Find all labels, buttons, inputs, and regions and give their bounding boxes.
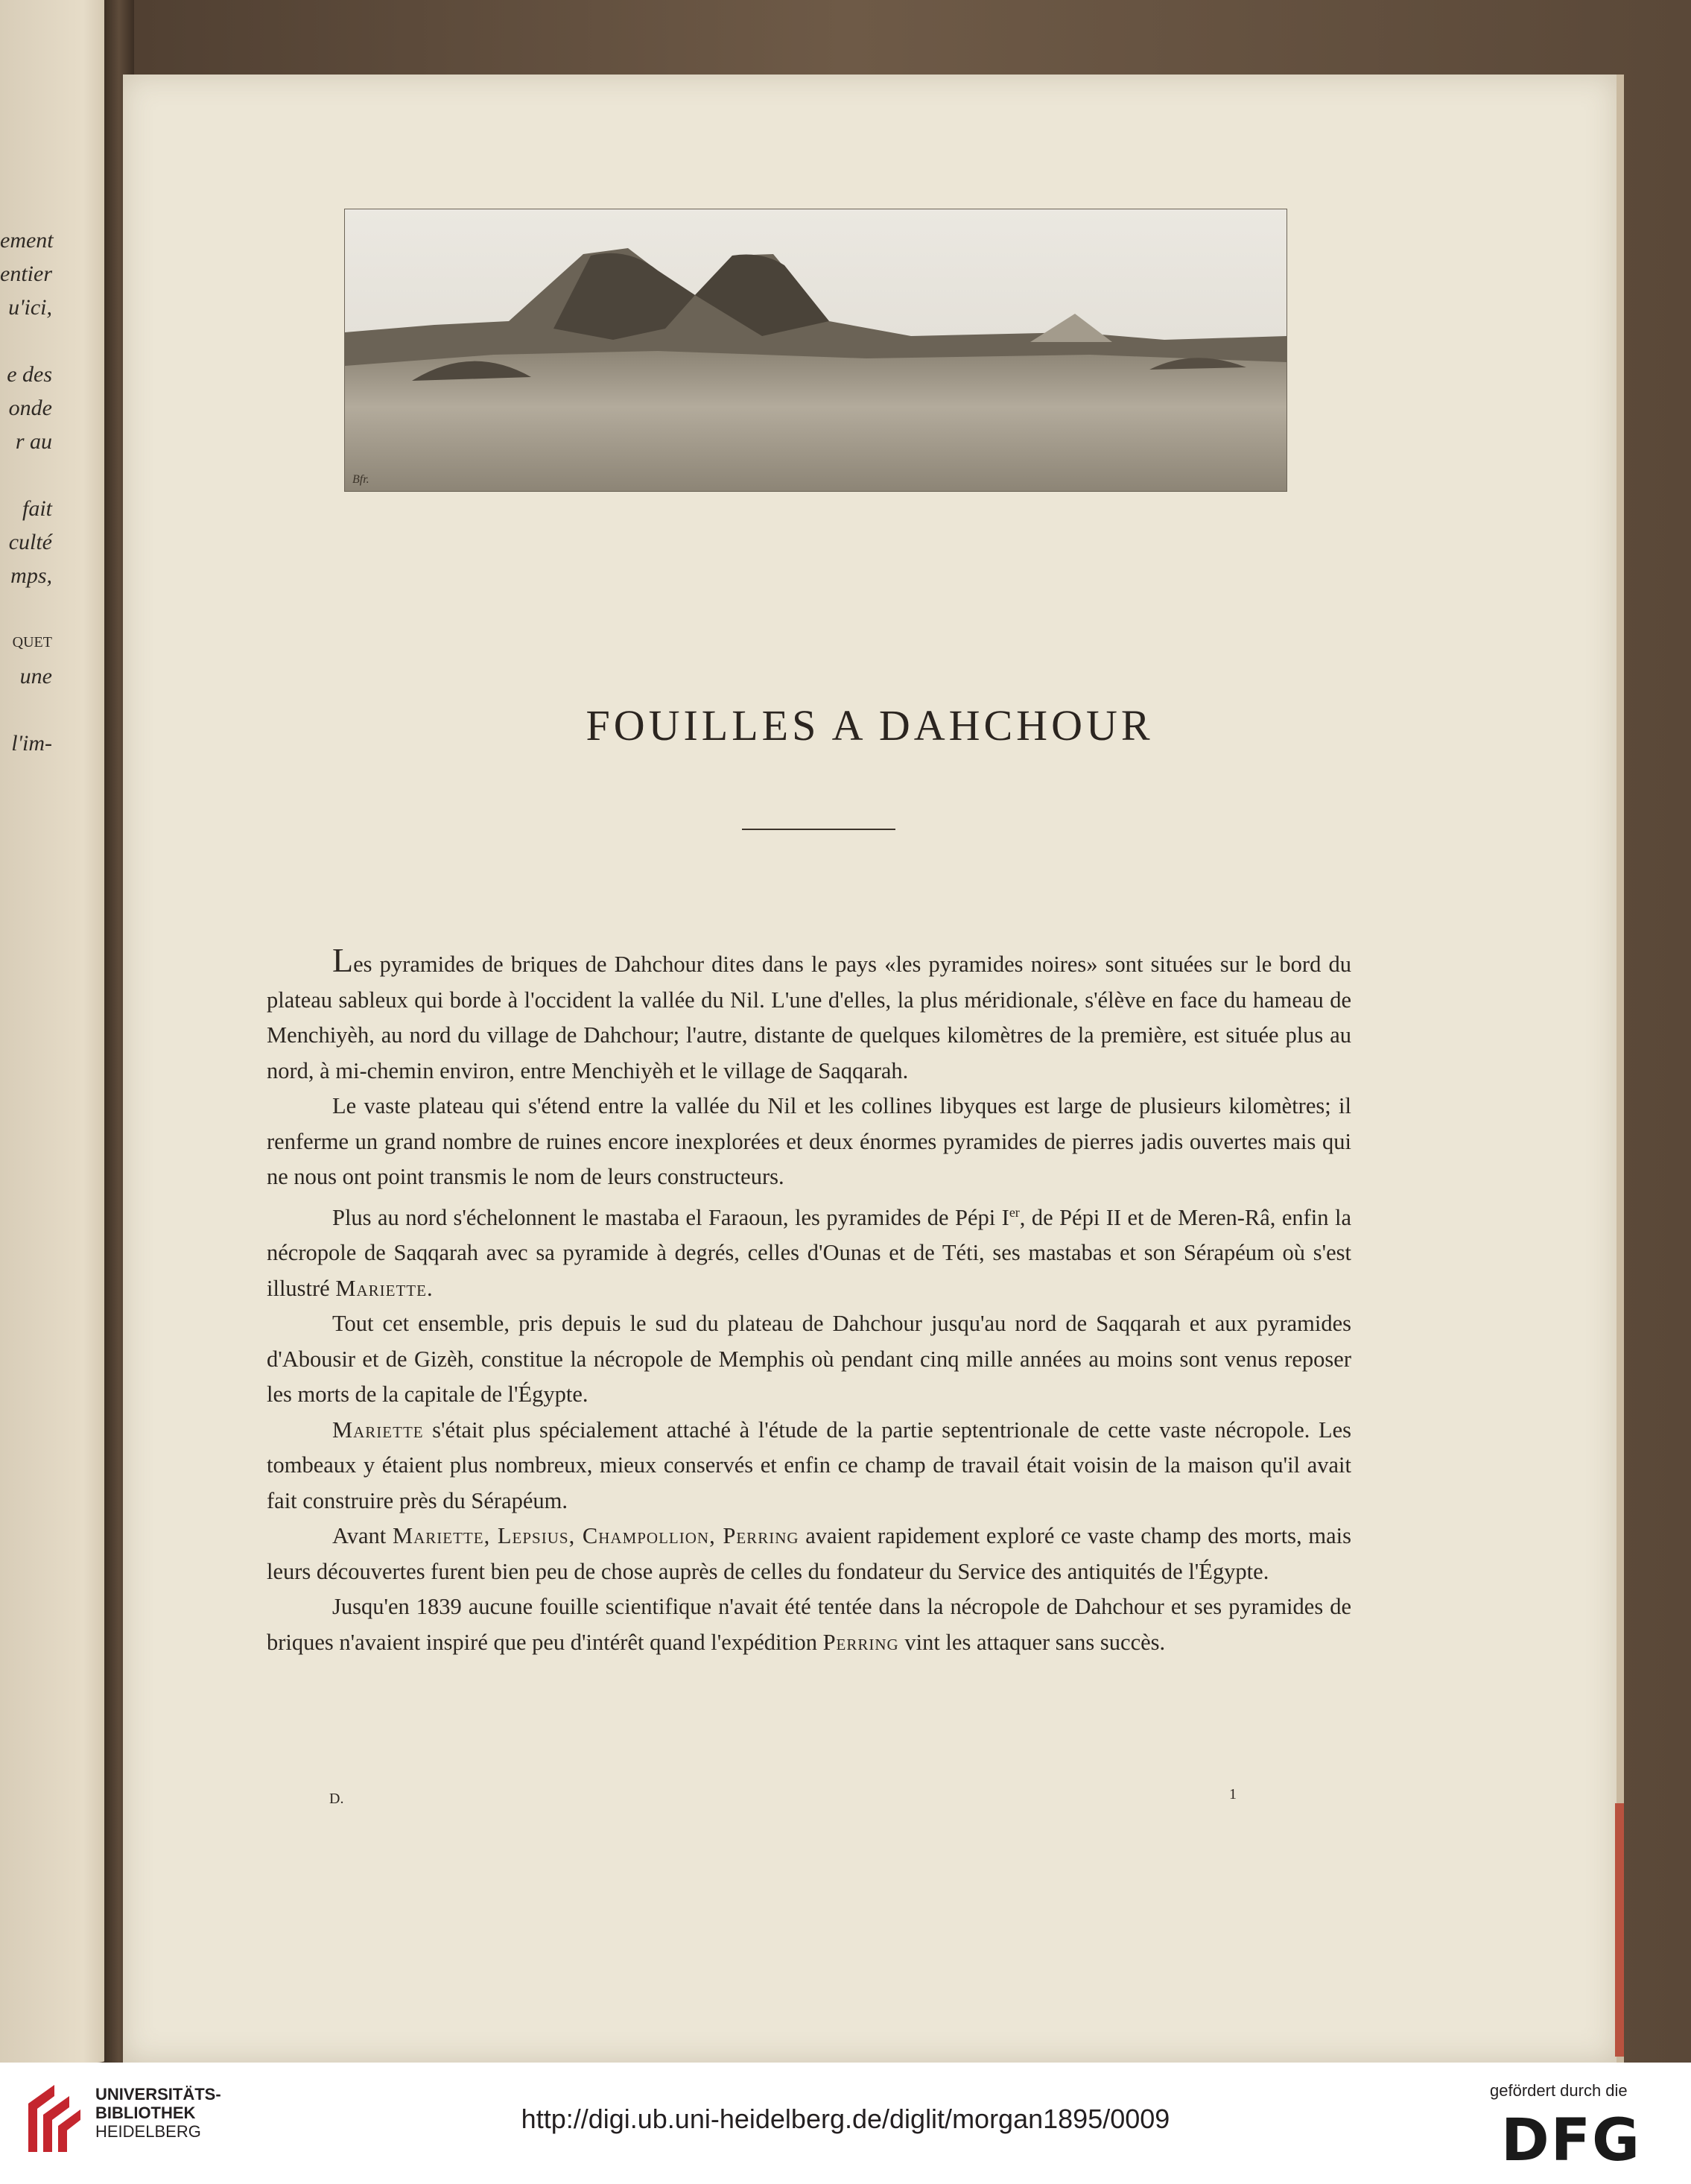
- body-text: [267, 943, 1351, 1660]
- paragraph-6-text: Avant: [332, 1523, 393, 1549]
- fragment-line: [0, 592, 52, 626]
- permalink-url[interactable]: http://digi.ub.uni-heidelberg.de/diglit/morgan1895/0009: [521, 2104, 1170, 2134]
- viewer-footer: [0, 2063, 1691, 2184]
- paragraph-2: Le vaste plateau qui s'étend entre la vallée du Nil et les collines libyques est large de plusieurs kilomètres; il renferme un grand nombre de ruines encore inexplorées et deux énormes pyramides de pierres jadis ouvertes mais qui ne nous ont point transmis le nom de leurs constructeurs.: [267, 1093, 1351, 1189]
- landscape-photograph: [344, 209, 1287, 492]
- fragment-line: onde: [8, 396, 52, 420]
- paragraph-3-text: Plus au nord s'échelonnent le mastaba el Faraoun, les pyramides de Pépi I: [332, 1204, 1009, 1230]
- paragraph-7-text: Jusqu'en 1839 aucune fouille scientifique n'avait été tentée dans la nécropole de Dahchour et ses pyramides de briques n'avaient inspiré que peu d'intérêt quand l'expédition: [267, 1594, 1351, 1655]
- fragment-line: mps,: [10, 563, 52, 588]
- paragraph-5: [267, 1413, 1351, 1519]
- page-number: 1: [1229, 1786, 1237, 1802]
- author-name: Mariette: [332, 1417, 424, 1443]
- left-page-edge: [0, 0, 119, 2063]
- page-edge: [1617, 75, 1624, 2063]
- paragraph-4: Tout cet ensemble, pris depuis le sud du plateau de Dahchour jusqu'au nord de Saqqarah et aux pyramides d'Abousir et de Gizèh, constitue la nécropole de Memphis où pendant cinq mille années au moins sont venus reposer les morts de la capitale de l'Égypte.: [267, 1311, 1351, 1408]
- fragment-line: r au: [15, 429, 52, 454]
- library-name-line: HEIDELBERG: [95, 2122, 201, 2141]
- paragraph-3-text: , de Pépi II et de Meren-Râ, enfin la nécropole de Saqqarah avec sa pyramide à degrés, celles d'Ounas et de Téti, ses mastabas et son Sérapéum où s'est illustré: [267, 1204, 1351, 1301]
- author-names: Mariette, Lepsius, Champollion, Perring: [392, 1523, 799, 1549]
- dfg-logo: DFG: [1501, 2107, 1642, 2174]
- paragraph-6: [267, 1519, 1351, 1589]
- left-page-text-fragments: [0, 224, 52, 760]
- fragment-line: e des: [7, 362, 52, 387]
- library-name-line: UNIVERSITÄTS-: [95, 2085, 221, 2104]
- title-rule: [742, 829, 895, 830]
- paragraph-5-text: s'était plus spécialement attaché à l'étude de la partie septentrionale de cette vaste nécropole. Les tombeaux y étaient plus nombreux, mieux conservés et enfin ce champ de travail était voisin de la maison qu'il avait fait construire près du Sérapéum.: [267, 1417, 1351, 1513]
- chapter-title: FOUILLES A DAHCHOUR: [586, 701, 1154, 750]
- fragment-line: [0, 693, 52, 727]
- paragraph-3: [267, 1195, 1351, 1307]
- author-name: Perring: [822, 1629, 899, 1655]
- fragment-line: [0, 324, 52, 358]
- pyramid-landscape-image: [345, 209, 1287, 491]
- paragraph-7-text: vint les attaquer sans succès.: [898, 1629, 1166, 1655]
- paragraph-7: [267, 1589, 1351, 1660]
- fragment-line: QUET: [12, 634, 52, 651]
- paragraph-6-text: avaient rapidement exploré ce vaste champ des morts, mais leurs découvertes furent bien peu de chose auprès de celles du fondateur du Service des antiquités de l'Égypte.: [267, 1523, 1351, 1584]
- fragment-line: fait: [22, 496, 52, 521]
- paragraph-1: Les pyramides de briques de Dahchour dites dans le pays «les pyramides noires» sont situées sur le bord du plateau sableux qui borde à l'occident la vallée du Nil. L'une d'elles, la plus méridionale, s'élève en face du hameau de Menchiyèh, au nord du village de Dahchour; l'autre, distante de quelques kilomètres de la première, est située plus au nord, à mi-chemin environ, entre Menchiyèh et le village de Saqqarah.: [267, 941, 1351, 1083]
- fragment-line: u'ici,: [8, 295, 52, 320]
- photographer-signature: Bfr.: [352, 473, 369, 486]
- fragment-line: [0, 458, 52, 492]
- superscript: er: [1009, 1204, 1020, 1220]
- library-name-line: BIBLIOTHEK: [95, 2104, 196, 2122]
- funded-by-label: gefördert durch die: [1490, 2081, 1628, 2100]
- author-name: Mariette: [335, 1275, 427, 1301]
- fragment-line: culté: [8, 530, 52, 554]
- fragment-line: une: [19, 664, 52, 689]
- fragment-line: entier: [0, 262, 52, 286]
- signature-mark: D.: [329, 1791, 344, 1807]
- fragment-line: ement: [0, 228, 54, 253]
- red-page-edge: [1615, 1803, 1624, 2057]
- fragment-line: l'im-: [11, 731, 52, 756]
- paragraph-3-text: .: [426, 1275, 433, 1301]
